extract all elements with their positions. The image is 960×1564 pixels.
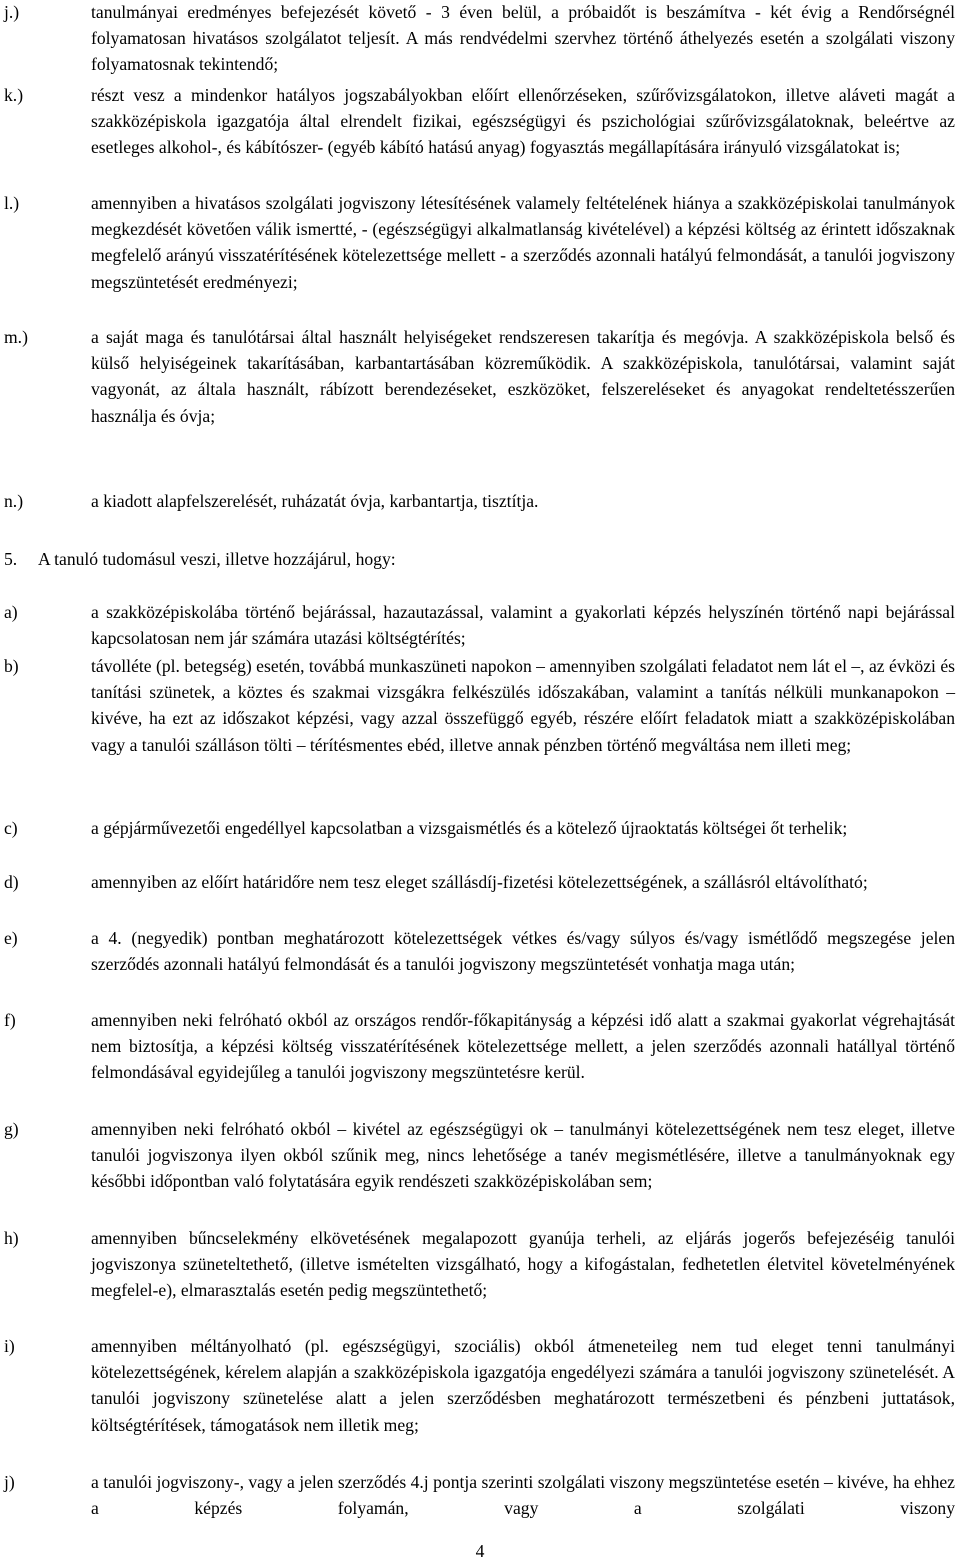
list-item-marker: d) <box>4 872 19 892</box>
list-item-text: a tanulói jogviszony-, vagy a jelen szerződés 4.j pontja szerinti szolgálati viszony megszüntetése esetén – kivéve, ha ehhez a képzés folyamán, vagy a szolgálati viszony <box>91 1472 955 1519</box>
list-item-text: amennyiben méltányolható (pl. egészségügyi, szociális) okból átmeneteileg nem tud eleget tenni tanulmányi kötelezettségének, kérelem alapján a szakközépiskola igazgatója engedélyezi számára a tanulói jogviszony szünetelését. A tanulói jogviszony szünetelése alatt a jelen szerződésben meghatározott természetbeni és pénzbeni juttatások, költségtérítések, támogatások nem illetik meg; <box>91 1336 955 1435</box>
list-item-marker: m.) <box>4 327 28 347</box>
list-item-marker: g) <box>4 1119 19 1139</box>
list-item-marker: h) <box>4 1228 19 1248</box>
list-item-marker: k.) <box>4 85 24 105</box>
list-item-marker: c) <box>4 818 18 838</box>
list-item-text: a szakközépiskolába történő bejárással, hazautazással, valamint a gyakorlati képzés helyszínén történő napi bejárással kapcsolatosan nem jár számára utazási költségtérítés; <box>91 602 955 649</box>
page-number: 4 <box>475 1541 485 1561</box>
section-heading <box>4 546 396 572</box>
list-item-marker: j.) <box>4 2 20 22</box>
list-item-text: részt vesz a mindenkor hatályos jogszabályokban előírt ellenőrzéseken, szűrővizsgálatokon, illetve aláveti magát a szakközépiskola igazgatója által elrendelt fizikai, egészségügyi és pszichológiai szűrővizsgálatoknak, beleértve az esetleges alkohol-, és kábítószer- (egyéb kábító hatású anyag) fogyasztás megállapítására irányuló vizsgálatokat is; <box>91 85 955 158</box>
list-item-marker: e) <box>4 928 18 948</box>
list-item-text: amennyiben bűncselekmény elkövetésének megalapozott gyanúja terheli, az eljárás jogerős befejezéséig tanulói jogviszonya szüneteltethető, (illetve ismételten vizsgálható, hogy a kifogástalan, fedhetetlen életvitel követelményének megfelel-e), elmarasztalás esetén pedig megszüntethető; <box>91 1228 955 1301</box>
list-item-text: a gépjárművezetői engedéllyel kapcsolatban a vizsgaismétlés és a kötelező újraoktatás költségei őt terhelik; <box>91 818 848 838</box>
list-item-marker: i) <box>4 1336 15 1356</box>
list-item-text: amennyiben neki felróható okból – kivétel az egészségügyi ok – tanulmányi kötelezettségének nem tesz eleget, illetve tanulói jogviszonya ilyen okból szűnik meg, nincs lehetősége a tanév megismétlésére, illetve a tanulmányoknak egy későbbi időpontban való folytatására egyik rendészeti szakközépiskolában sem; <box>91 1119 955 1192</box>
list-item-marker: a) <box>4 602 18 622</box>
list-item-text: távolléte (pl. betegség) esetén, továbbá munkaszüneti napokon – amennyiben szolgálati feladatot nem lát el –, az évközi és tanítási szünetek, a köztes és szakmai vizsgákra felkészülés időszakában, valamint a tanítás nélküli munkanapokon – kivéve, ha ezt az időszakot képzési, vagy azzal összefüggő egyéb, részére előírt feladatok miatt a szakközépiskolában vagy a tanulói szálláson tölti – térítésmentes ebéd, illetve annak pénzben történő megváltása nem illeti meg; <box>91 656 955 755</box>
section-title: A tanuló tudomásul veszi, illetve hozzájárul, hogy: <box>38 549 396 569</box>
list-item-text: amennyiben a hivatásos szolgálati jogviszony létesítésének valamely feltételének hiánya a szakközépiskolai tanulmányok megkezdését követően válik ismertté, - (egészségügyi alkalmatlanság kivételével) a képzési költség az érintett időszaknak megfelelő arányú visszatérítésének kötelezettsége mellett - a szerződés azonnali hatályú felmondását, a tanulói jogviszony megszüntetését eredményezi; <box>91 193 955 292</box>
list-item-marker: f) <box>4 1010 16 1030</box>
list-item-text: a saját maga és tanulótársai által használt helyiségeket rendszeresen takarítja és megóvja. A szakközépiskola belső és külső helyiségeinek takarításában, karbantartásában közreműködik. A szakközépiskola, tanulótársai, valamint saját vagyonát, az általa használt, rábízott berendezéseket, eszközöket, felszereléseket és anyagokat rendeltetésszerűen használja és óvja; <box>91 327 955 426</box>
list-item-text: a 4. (negyedik) pontban meghatározott kötelezettségek vétkes és/vagy súlyos és/vagy ismétlődő megszegése jelen szerződés azonnali hatályú felmondását és a tanulói jogviszony megszüntetését vonhatja maga után; <box>91 928 955 975</box>
list-item-marker: n.) <box>4 491 24 511</box>
list-item-marker: j) <box>4 1472 15 1492</box>
list-item-text: amennyiben az előírt határidőre nem tesz eleget szállásdíj-fizetési kötelezettségének, a szállásról eltávolítható; <box>91 872 868 892</box>
section-number: 5. <box>4 549 18 569</box>
list-item-marker: l.) <box>4 193 20 213</box>
list-item-marker: b) <box>4 656 19 676</box>
list-item-text: a kiadott alapfelszerelését, ruházatát óvja, karbantartja, tisztítja. <box>91 491 539 511</box>
list-item-text: amennyiben neki felróható okból az országos rendőr-főkapitányság a képzési idő alatt a szakmai gyakorlat végrehajtását nem biztosítja, a képzési költség visszatérítésének kötelezettsége mellett, a jelen szerződés azonnali hatállyal történő felmondásával egyidejűleg a tanulói jogviszony megszüntetésre kerül. <box>91 1010 955 1083</box>
list-item-text: tanulmányai eredményes befejezését követő - 3 éven belül, a próbaidőt is beszámítva - két évig a Rendőrségnél folyamatosan hivatásos szolgálatot teljesít. A más rendvédelmi szervhez történő áthelyezés esetén a szolgálati viszony folyamatosnak tekintendő; <box>91 2 955 75</box>
